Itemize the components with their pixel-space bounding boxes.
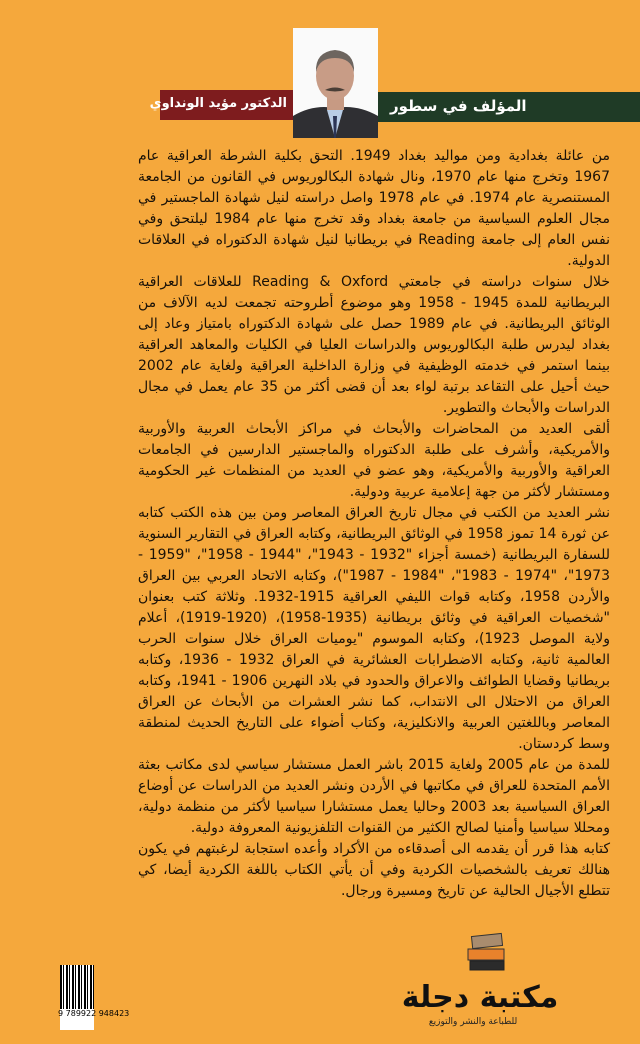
author-biography (138, 146, 610, 902)
author-photo (293, 28, 378, 138)
author-portrait-icon (293, 28, 378, 138)
books-stack-icon (462, 925, 512, 975)
bio-paragraph: من عائلة بغدادية ومن مواليد بغداد 1949. التحق بكلية الشرطة العراقية عام 1967 وتخرج منها عام 1970، ونال شهادة البكالوريوس في القانون من الجامعة المستنصرية عام 1974. في عام 1978 واصل دراسته لنيل شهادة الماجستير في مجال العلوم السياسية من جامعة بغداد وقد تخرج منها عام 1984 ليلتحق وفي نفس العام إلى جامعة Reading في بريطانيا لنيل شهادة الدكتوراه في العلاقات الدولية. (138, 148, 611, 269)
bio-paragraph: كتابه هذا قرر أن يقدمه الى أصدقاءه من الأكراد وأعده استجابة لرغبتهم في يكون هنالك تعريف بالشخصيات الكردية وفي أن يأتي الكتاب باللغة الكردية أيضا، كي تتطلع الأجيال الحالية عن تاريخ ومسيرة ورجال. (138, 841, 610, 899)
publisher-tagline: للطباعة والنشر والتوزيع (428, 1017, 518, 1027)
section-title: المؤلف في سطور (390, 97, 527, 115)
bio-paragraph: نشر العديد من الكتب في مجال تاريخ العراق المعاصر ومن بين هذه الكتب كتابه عن ثورة 14 تموز 1958 في الوثائق البريطانية، وكتابه العراق في التقارير السنوية للسفارة البريطانية (خمسة أجزاء "1932 - 1943"، "1944 - 1958"، "1959 - 1973"، "1974 - 1983"، "1984 - 1987")، وكتابه الاتحاد العربي بين العراق والأردن 1958، وكتابه قوات الليفي العراقية 1915-1932. وثلاثة كتب بعنوان "شخصيات العراقية في وثائق بريطانية (1935-1958)، (1920-1919)، أعلام ولاية الموصل 1923)، وكتابه الموسوم "يوميات العراق خلال سنوات الحرب العالمية ثانية، وكتابه الاضطرابات العشائرية في العراق 1932 - 1936، وكتابه بريطانيا وقضايا الطوائف والاعراق والحدود في بلاد النهرين 1906 - 1941، وكتابه العراق من الاحتلال الى الانتداب، كما نشر العشرات من الأبحاث عن العراق المعاصر وباللغتين العربية والانكليزية، وكتاب أضواء على التاريخ الحديث لمنطقة وسط كردستان. (138, 505, 611, 752)
publisher-name: مكتبة دجلة (401, 980, 559, 1015)
bio-paragraph: للمدة من عام 2005 ولغاية 2015 باشر العمل مستشار سياسي لدى مكاتب بعثة الأمم المتحدة للعراق في مكاتبها في الأردن ونشر العديد من الدراسات عن أوضاع العراق السياسية بعد 2003 وحاليا يعمل مستشارا سياسيا لأكثر من منظمة دولية، ومحللا سياسيا وأمنيا لصالح الكثير من القنوات التلفزيونية المعروفة دولية. (138, 757, 610, 836)
bio-paragraph: ألقى العديد من المحاضرات والأبحاث في مراكز الأبحاث العربية والأوربية والأمريكية، وأشرف على طلبة الدكتوراه والماجستير الدارسين في الجامعات العراقية والأوربية والأمريكية، وهو عضو في العديد من المنظمات غير الحكومية ومستشار لأكثر من جهة إعلامية عربية ودولية. (138, 421, 610, 500)
isbn-barcode (58, 965, 130, 1030)
bio-paragraph: خلال سنوات دراسته في جامعتي Reading & Oxford للعلاقات العراقية البريطانية للمدة 1945 - 1958 وهو موضوع أطروحته تجمعت لديه الآلاف من الوثائق البريطانية. في عام 1989 حصل على شهادة الدكتوراه بامتياز وعاد إلى بغداد ليدرس طلبة البكالوريوس والدراسات العليا في الكليات والمعاهد العراقية بينما استمر في خدمته الوظيفية في وزارة الداخلية العراقية ولغاية عام 2002 حيث أحيل على التقاعد برتبة لواء بعد أن قضى أكثر من 35 عام يعمل في مجال الدراسات والأبحاث والتطوير. (138, 274, 610, 416)
author-name: الدكتور مؤيد الونداوي (149, 96, 287, 111)
barcode-number: 9 789922 948423 (58, 1009, 130, 1018)
section-title-bar (378, 92, 640, 122)
barcode-bars (60, 965, 94, 1009)
author-name-bar (149, 90, 293, 120)
cover-footer (0, 910, 640, 1044)
